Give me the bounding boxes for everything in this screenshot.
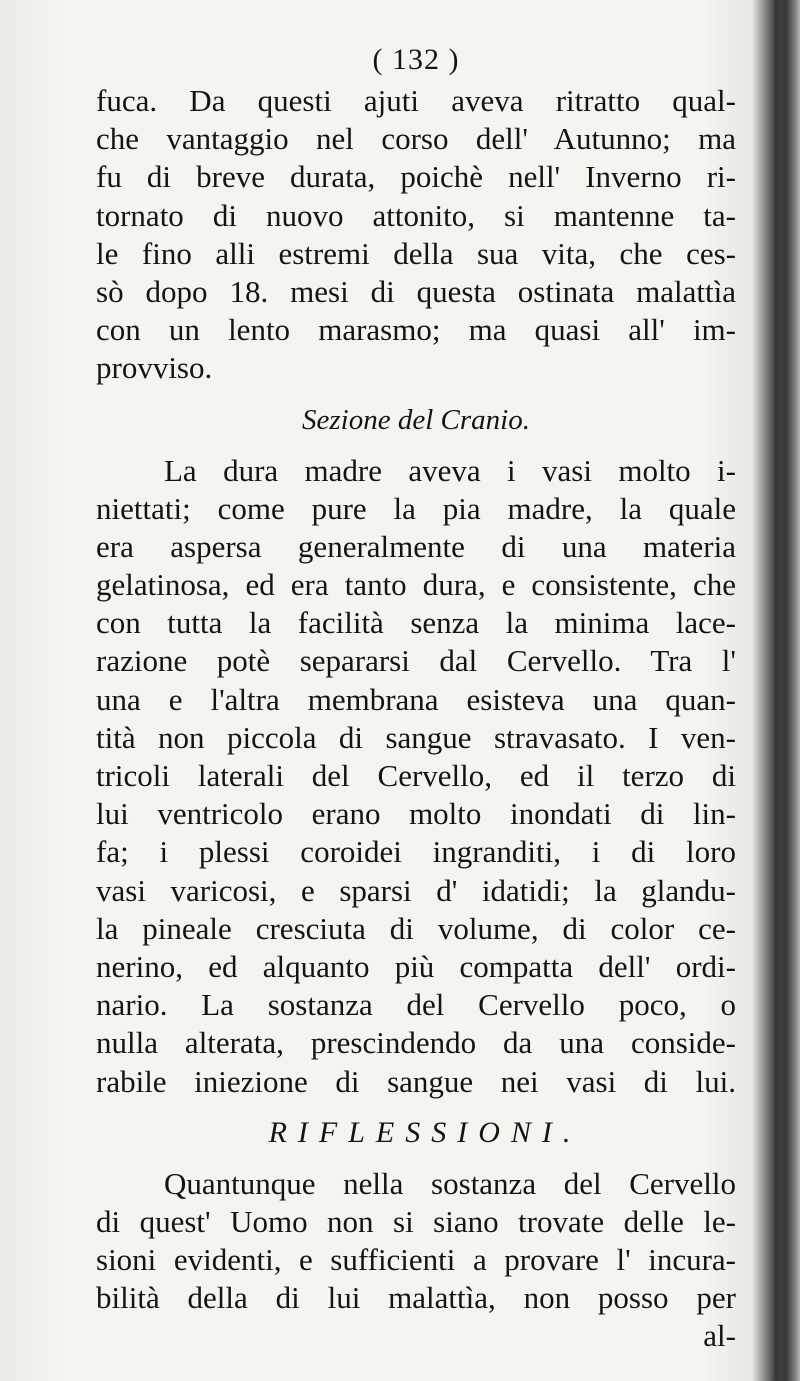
text-line: gelatinosa, ed era tanto dura, e consistente, che: [96, 567, 736, 603]
text-line: nerino, ed alquanto più compatta dell' ordi-: [96, 948, 736, 984]
text-line: fa; i plessi coroidei ingranditi, i di loro: [96, 834, 736, 870]
text-line: una e l'altra membrana esisteva una quan-: [96, 681, 736, 717]
text-line: di quest' Uomo non si siano trovate delle le-: [96, 1203, 736, 1239]
text-line: tornato di nuovo attonito, si mantenne ta-: [96, 197, 736, 233]
text-line: provviso.: [96, 350, 213, 386]
text-line: La dura madre aveva i vasi molto i-: [164, 452, 736, 488]
text-line: che vantaggio nel corso dell' Autunno; ma: [96, 121, 736, 157]
text-line: con tutta la facilità senza la minima lace-: [96, 605, 736, 641]
text-line: fu di breve durata, poichè nell' Inverno ri-: [96, 159, 736, 195]
text-line: razione potè separarsi dal Cervello. Tra l': [96, 643, 736, 679]
text-line: nulla alterata, prescindendo da una conside-: [96, 1025, 736, 1061]
page-edge-shadow: [774, 0, 800, 1381]
text-line: era aspersa generalmente di una materia: [96, 528, 736, 564]
text-line: tità non piccola di sangue stravasato. I ven-: [96, 719, 736, 755]
text-line: niettati; come pure la pia madre, la quale: [96, 490, 736, 526]
text-line: rabile iniezione di sangue nei vasi di lui.: [96, 1063, 736, 1099]
text-line: tricoli laterali del Cervello, ed il terzo di: [96, 758, 736, 793]
catchword: al-: [703, 1318, 736, 1354]
text-line: lui ventricolo erano molto inondati di lin-: [96, 796, 736, 832]
paragraph-2: [96, 452, 736, 1101]
text-line: vasi varicosi, e sparsi d' idatidi; la glandu-: [96, 872, 736, 908]
text-line: le fino alli estremi della sua vita, che ces-: [96, 235, 736, 271]
text-line: sioni evidenti, e sufficienti a provare l' incura-: [96, 1242, 736, 1278]
text-line: con un lento marasmo; ma quasi all' im-: [96, 312, 736, 348]
text-line: sò dopo 18. mesi di questa ostinata malattìa: [96, 273, 736, 309]
section-heading: Sezione del Cranio.: [302, 403, 530, 436]
text-block: [96, 38, 736, 1356]
text-line: bilità della di lui malattìa, non posso per: [96, 1280, 736, 1316]
text-line: Quantunque nella sostanza del Cervello: [164, 1165, 736, 1201]
paragraph-1: [96, 82, 736, 388]
text-line: nario. La sostanza del Cervello poco, o: [96, 987, 736, 1023]
text-line: fuca. Da questi ajuti aveva ritratto qual-: [96, 83, 736, 118]
page-number: ( 132 ): [372, 43, 460, 76]
text-line: la pineale cresciuta di volume, di color ce-: [96, 910, 736, 946]
section-heading: RIFLESSIONI.: [268, 1115, 582, 1149]
paragraph-3: [96, 1165, 736, 1318]
